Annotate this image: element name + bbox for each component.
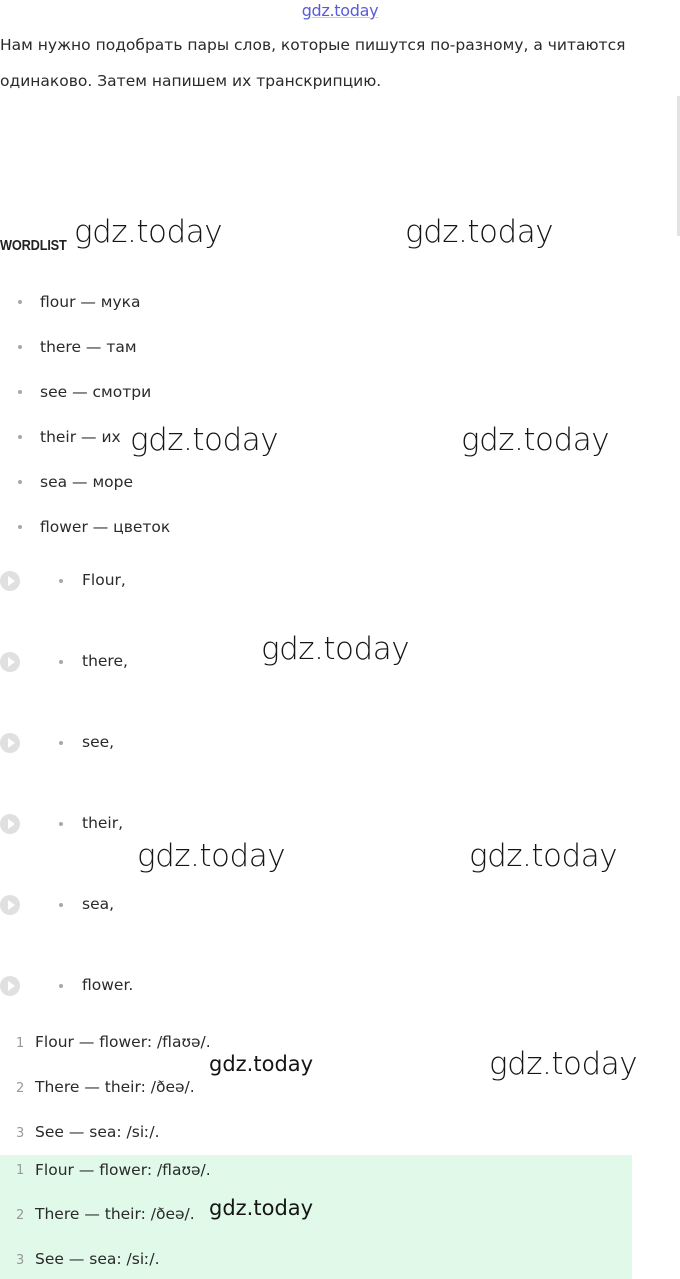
answer-number: 3 — [16, 1126, 25, 1141]
wordlist-item — [18, 290, 141, 314]
bullet-icon — [59, 822, 63, 826]
answer-text: There — their: /ðeə/. — [35, 1205, 195, 1223]
audio-word: their, — [82, 814, 124, 832]
answer-row — [0, 1115, 632, 1145]
wordlist-item — [18, 515, 170, 539]
play-icon[interactable] — [0, 976, 20, 996]
play-icon[interactable] — [0, 571, 20, 591]
answer-number: 2 — [16, 1081, 25, 1096]
bullet-icon — [59, 741, 63, 745]
answer-row — [0, 1070, 632, 1115]
wordlist-item-text: sea — море — [40, 473, 134, 491]
bullet-icon — [18, 480, 22, 484]
watermark-top: gdz.today — [301, 1, 379, 20]
intro-text: Нам нужно подобрать пары слов, которые пишутся по-разному, а читаются одинаково. Затем напишем их транскрипцию. — [0, 36, 626, 90]
answer-number: 1 — [16, 1163, 25, 1178]
wordlist-item — [18, 425, 121, 449]
answer-text: Flour — flower: /flaʊə/. — [35, 1161, 211, 1179]
wordlist-title: WORDLIST — [0, 238, 67, 254]
answer-list-highlighted — [0, 1155, 632, 1279]
wordlist-item — [18, 380, 151, 404]
answer-text: See — sea: /siː/. — [35, 1250, 160, 1268]
answer-number: 1 — [16, 1036, 25, 1051]
watermark: gdz.today — [209, 1196, 314, 1220]
audio-item — [0, 810, 300, 836]
audio-word: see, — [82, 733, 115, 751]
play-icon[interactable] — [0, 652, 20, 672]
watermark: gdz.today — [130, 422, 279, 458]
watermark: gdz.today — [489, 1046, 638, 1082]
audio-item — [0, 972, 300, 998]
wordlist-item-text: flower — цветок — [40, 518, 171, 536]
answer-list — [0, 1025, 632, 1145]
audio-word: sea, — [82, 895, 115, 913]
wordlist-item — [18, 470, 133, 494]
audio-item — [0, 729, 300, 755]
play-icon[interactable] — [0, 895, 20, 915]
watermark: gdz.today — [469, 838, 618, 874]
bullet-icon — [18, 300, 22, 304]
watermark: gdz.today — [209, 1052, 314, 1076]
watermark: gdz.today — [137, 838, 286, 874]
wordlist-item-text: flour — мука — [40, 293, 141, 311]
wordlist-item-text: there — там — [40, 338, 137, 356]
watermark: gdz.today — [261, 631, 410, 667]
watermark: gdz.today — [405, 214, 554, 250]
play-icon[interactable] — [0, 733, 20, 753]
answer-text: See — sea: /siː/. — [35, 1123, 160, 1141]
bullet-icon — [59, 579, 63, 583]
answer-text: There — their: /ðeə/. — [35, 1078, 195, 1096]
audio-word: Flour, — [82, 571, 126, 589]
answer-row — [0, 1025, 632, 1070]
audio-item — [0, 648, 300, 674]
audio-item — [0, 567, 300, 593]
audio-word: flower. — [82, 976, 134, 994]
audio-word: there, — [82, 652, 128, 670]
watermark: gdz.today — [461, 422, 610, 458]
answer-row — [0, 1242, 632, 1279]
watermark: gdz.today — [74, 214, 223, 250]
bullet-icon — [59, 660, 63, 664]
bullet-icon — [18, 525, 22, 529]
bullet-icon — [59, 984, 63, 988]
bullet-icon — [18, 345, 22, 349]
bullet-icon — [18, 435, 22, 439]
answer-row — [0, 1197, 632, 1242]
wordlist-item — [18, 335, 137, 359]
audio-item — [0, 891, 300, 917]
wordlist-item-text: their — их — [40, 428, 121, 446]
bullet-icon — [59, 903, 63, 907]
bullet-icon — [18, 390, 22, 394]
answer-row — [0, 1155, 632, 1197]
play-icon[interactable] — [0, 814, 20, 834]
answer-number: 2 — [16, 1208, 25, 1223]
answer-number: 3 — [16, 1253, 25, 1268]
wordlist-item-text: see — смотри — [40, 383, 152, 401]
answer-text: Flour — flower: /flaʊə/. — [35, 1033, 211, 1051]
